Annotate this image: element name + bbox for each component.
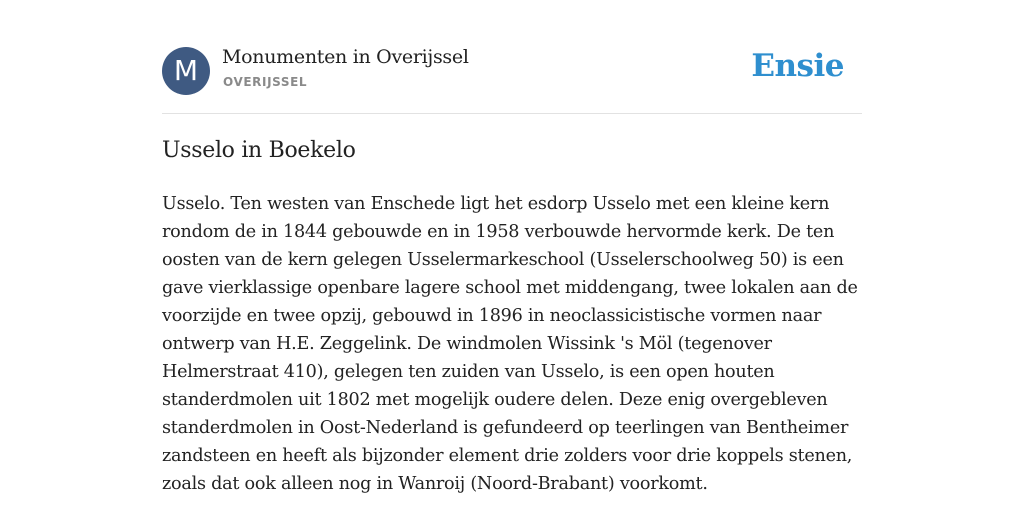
article-line: Helmerstraat 410), gelegen ten zuiden van Usselo, is een open houten [162, 362, 775, 382]
article-title: Usselo in Boekelo [162, 138, 356, 163]
article-line: standerdmolen uit 1802 met mogelijk oudere delen. Deze enig overgebleven [162, 390, 828, 410]
article-line: gave vierklassige openbare lagere school met middengang, twee lokalen aan de [162, 278, 858, 298]
article-line: ontwerp van H.E. Zeggelink. De windmolen Wissink 's Möl (tegenover [162, 334, 772, 354]
article-line: standerdmolen in Oost-Nederland is gefundeerd op teerlingen van Bentheimer [162, 418, 849, 438]
page-header [162, 46, 862, 96]
header-divider [162, 113, 862, 114]
channel-title[interactable]: Monumenten in Overijssel [222, 46, 469, 68]
channel-avatar[interactable]: M [162, 47, 210, 95]
article-line: oosten van de kern gelegen Usselermarkeschool (Usselerschoolweg 50) is een [162, 250, 844, 270]
article-line: zoals dat ook alleen nog in Wanroij (Noord-Brabant) voorkomt. [162, 474, 708, 494]
article-line: rondom de in 1844 gebouwde en in 1958 verbouwde hervormde kerk. De ten [162, 222, 835, 242]
channel-subtitle[interactable]: OVERIJSSEL [223, 75, 308, 89]
article-line: voorzijde en twee opzij, gebouwd in 1896 in neoclassicistische vormen naar [162, 306, 822, 326]
brand-logo[interactable]: Ensie [751, 48, 844, 84]
article-line: Usselo. Ten westen van Enschede ligt het esdorp Usselo met een kleine kern [162, 194, 830, 214]
article-line: zandsteen en heeft als bijzonder element drie zolders voor drie koppels stenen, [162, 446, 853, 466]
article-body [162, 190, 862, 498]
